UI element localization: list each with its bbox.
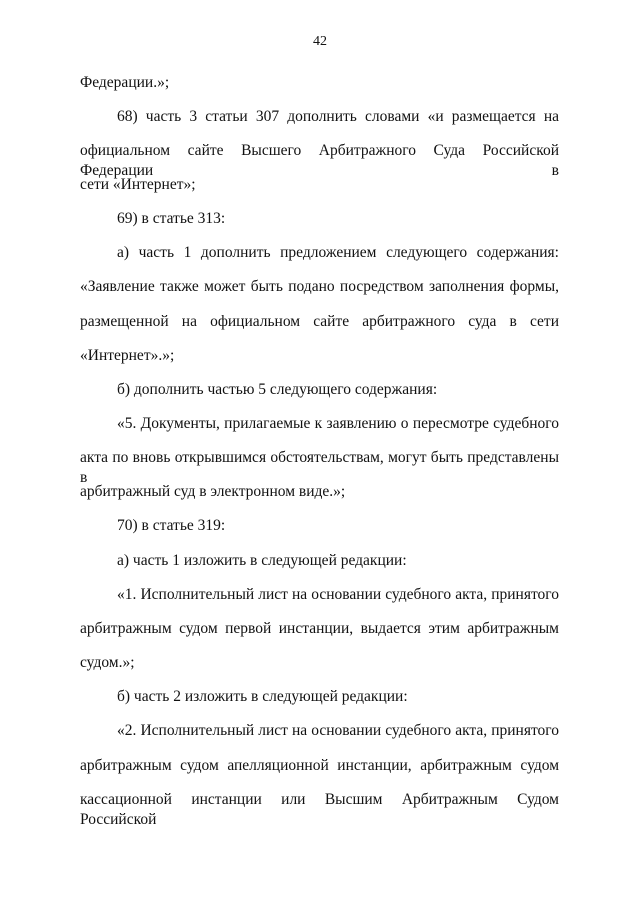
text-line: б) дополнить частью 5 следующего содержания: (117, 381, 438, 398)
text-line: 69) в статье 313: (117, 210, 226, 227)
text-line: а) часть 1 дополнить предложением следующего содержания: (117, 244, 559, 261)
text-line: 70) в статье 319: (117, 517, 226, 534)
text-line: размещенной на официальном сайте арбитражного суда в сети (80, 313, 559, 330)
text-line: судом.»; (80, 654, 135, 671)
text-line: сети «Интернет»; (80, 176, 196, 193)
text-line: арбитражным судом апелляционной инстанции, арбитражным судом (80, 757, 559, 774)
text-line: б) часть 2 изложить в следующей редакции: (117, 688, 408, 705)
text-line: «Заявление также может быть подано посредством заполнения формы, (80, 278, 559, 295)
page-number: 42 (313, 34, 327, 49)
text-line: «5. Документы, прилагаемые к заявлению о пересмотре судебного (117, 415, 559, 432)
text-line: «2. Исполнительный лист на основании судебного акта, принятого (117, 722, 559, 739)
text-line: кассационной инстанции или Высшим Арбитражным Судом Российской (80, 791, 559, 828)
text-line: «1. Исполнительный лист на основании судебного акта, принятого (117, 586, 559, 603)
text-line: официальном сайте Высшего Арбитражного Суда Российской Федерации в (80, 142, 559, 179)
text-line: арбитражным судом первой инстанции, выдается этим арбитражным (80, 620, 559, 637)
text-line: Федерации.»; (80, 74, 170, 91)
text-line: «Интернет».»; (80, 347, 175, 364)
text-line: а) часть 1 изложить в следующей редакции: (117, 552, 407, 569)
text-line: акта по вновь открывшимся обстоятельствам, могут быть представлены в (80, 449, 559, 486)
text-line: 68) часть 3 статьи 307 дополнить словами «и размещается на (117, 108, 559, 125)
text-line: арбитражный суд в электронном виде.»; (80, 483, 346, 500)
